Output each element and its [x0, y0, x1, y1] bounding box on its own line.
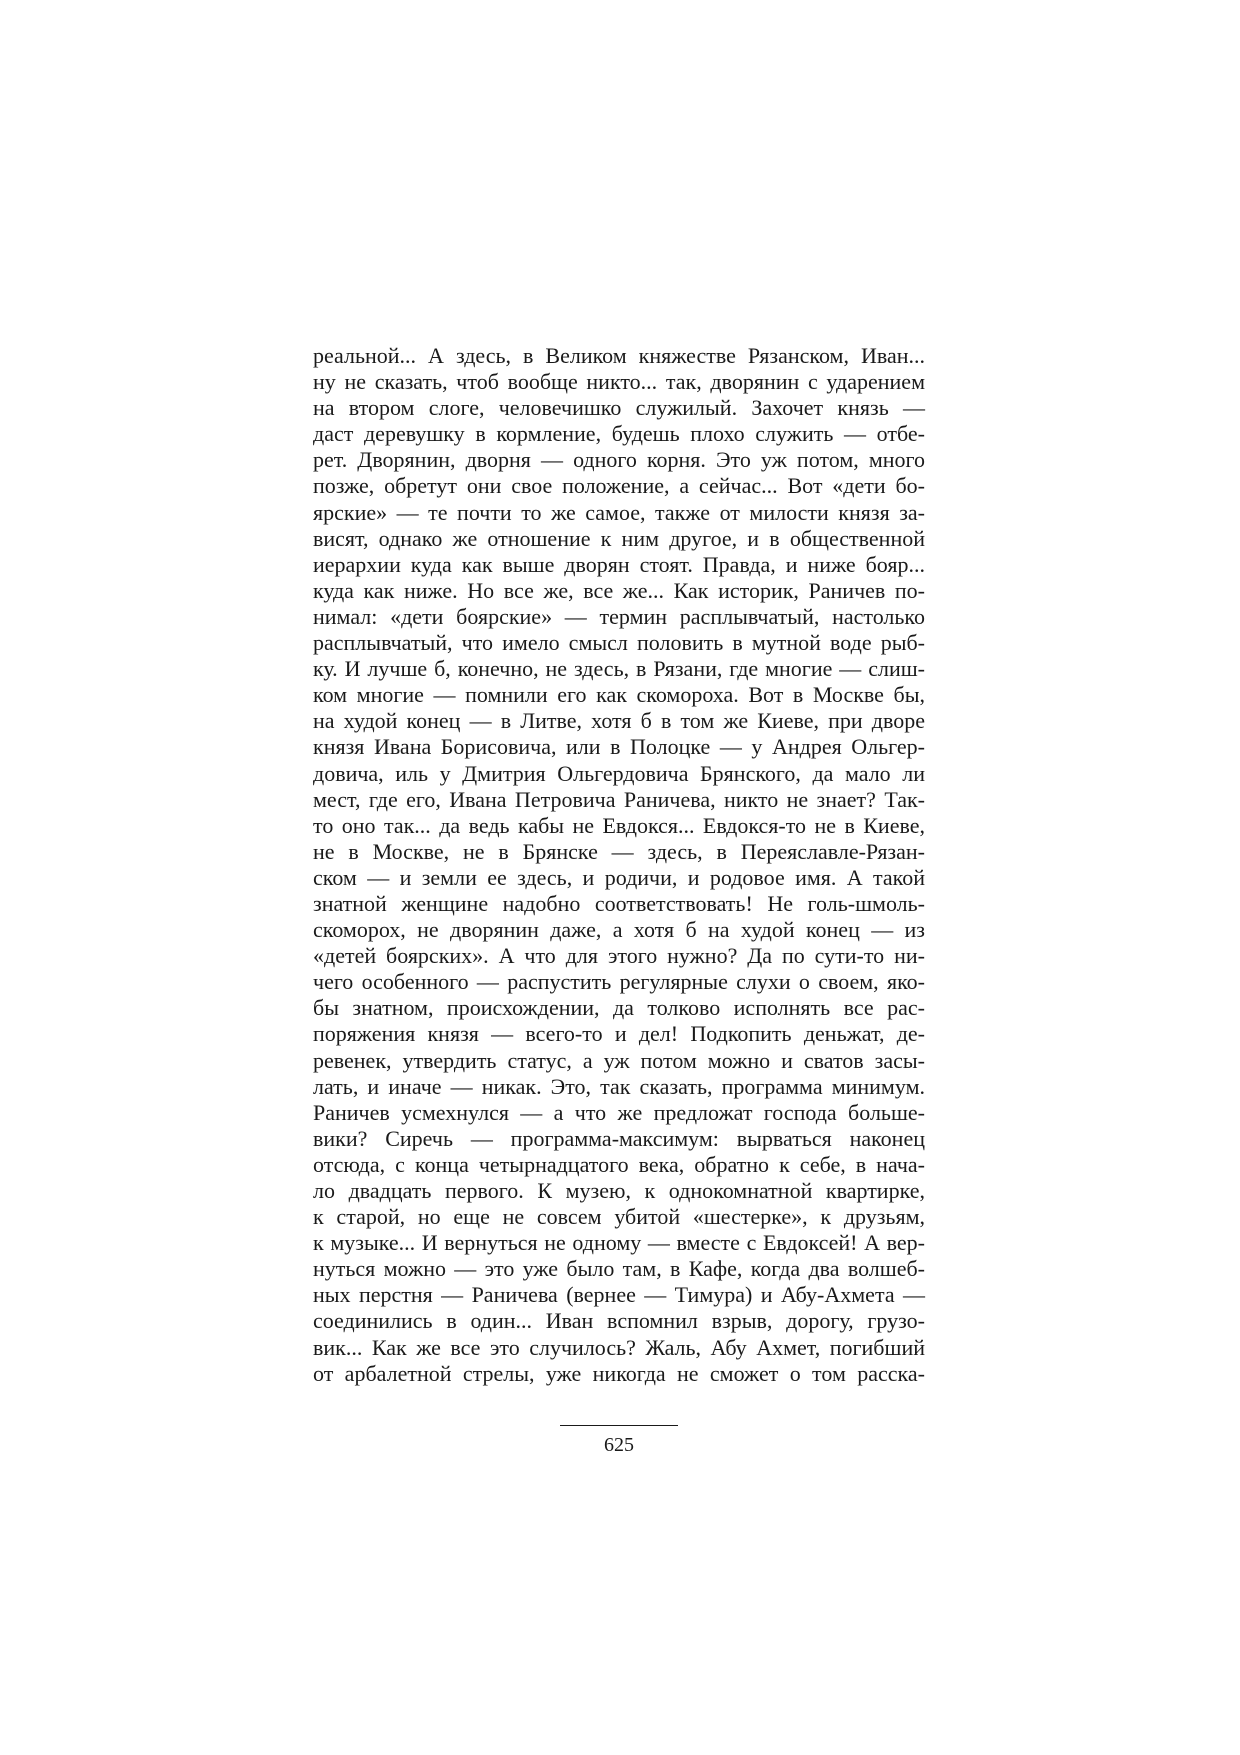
- text-line: вик... Как же все это случилось? Жаль, Абу Ахмет, погибший: [313, 1334, 925, 1360]
- text-line: рет. Дворянин, дворня — одного корня. Это уж потом, много: [313, 447, 925, 473]
- text-line: к старой, но еще не совсем убитой «шестерке», к друзьям,: [313, 1204, 925, 1230]
- text-line: на худой конец — в Литве, хотя б в том же Киеве, при дворе: [313, 708, 925, 734]
- text-line: даст деревушку в кормление, будешь плохо служить — отбе-: [313, 421, 925, 447]
- text-line: ревенек, утвердить статус, а уж потом можно и сватов засы-: [313, 1047, 925, 1073]
- text-line: ных перстня — Раничева (вернее — Тимура) и Абу-Ахмета —: [313, 1282, 925, 1308]
- text-line: нимал: «дети боярские» — термин расплывчатый, настолько: [313, 603, 925, 629]
- text-line: бы знатном, происхождении, да толково исполнять все рас-: [313, 995, 925, 1021]
- text-line: ском — и земли ее здесь, и родичи, и родовое имя. А такой: [313, 864, 925, 890]
- text-line: соединились в один... Иван вспомнил взрыв, дорогу, грузо-: [313, 1308, 925, 1334]
- text-line: ку. И лучше б, конечно, не здесь, в Рязани, где многие — слиш-: [313, 656, 925, 682]
- text-line: ло двадцать первого. К музею, к однокомнатной квартирке,: [313, 1178, 925, 1203]
- text-line: иерархии куда как выше дворян стоят. Правда, и ниже бояр...: [313, 551, 925, 577]
- text-line: скоморох, не дворянин даже, а хотя б на худой конец — из: [313, 917, 925, 943]
- page-number: 625: [604, 1434, 634, 1456]
- body-text: [313, 343, 925, 1387]
- text-line: «детей боярских». А что для этого нужно? Да по сути-то ни-: [313, 943, 925, 969]
- text-line: к музыке... И вернуться не одному — вместе с Евдоксей! А вер-: [313, 1230, 925, 1256]
- text-line: ярские» — те почти то же самое, также от милости князя за-: [313, 499, 925, 525]
- text-line: от арбалетной стрелы, уже никогда не сможет о том расска-: [313, 1360, 925, 1386]
- text-line: куда как ниже. Но все же, все же... Как историк, Раничев по-: [313, 577, 925, 603]
- text-line: реальной... А здесь, в Великом княжестве Рязанском, Иван...: [313, 343, 925, 368]
- text-line: отсюда, с конца четырнадцатого века, обратно к себе, в нача-: [313, 1151, 925, 1177]
- text-line: вики? Сиречь — программа-максимум: вырваться наконец: [313, 1125, 925, 1151]
- text-line: на втором слоге, человечишко служилый. Захочет князь —: [313, 395, 925, 421]
- text-line: чего особенного — распустить регулярные слухи о своем, яко-: [313, 969, 925, 995]
- text-line: то оно так... да ведь кабы не Евдокся... Евдокся-то не в Киеве,: [313, 812, 925, 838]
- text-line: Раничев усмехнулся — а что же предложат господа больше-: [313, 1099, 925, 1125]
- text-line: мест, где его, Ивана Петровича Раничева, никто не знает? Так-: [313, 786, 925, 812]
- text-line: ну не сказать, чтоб вообще никто... так, дворянин с ударением: [313, 369, 925, 395]
- text-line: лать, и иначе — никак. Это, так сказать, программа минимум.: [313, 1073, 925, 1099]
- text-line: не в Москве, не в Брянске — здесь, в Переяславле-Рязан-: [313, 838, 925, 864]
- text-line: князя Ивана Борисовича, или в Полоцке — у Андрея Ольгер-: [313, 734, 925, 760]
- text-line: ком многие — помнили его как скомороха. Вот в Москве бы,: [313, 682, 925, 708]
- text-line: позже, обретут они свое положение, а сейчас... Вот «дети бо-: [313, 473, 925, 499]
- text-line: нуться можно — это уже было там, в Кафе, когда два волшеб-: [313, 1256, 925, 1282]
- text-line: расплывчатый, что имело смысл половить в мутной воде рыб-: [313, 630, 925, 656]
- text-line: поряжения князя — всего-то и дел! Подкопить деньжат, де-: [313, 1021, 925, 1047]
- text-line: довича, иль у Дмитрия Ольгердовича Брянского, да мало ли: [313, 760, 925, 786]
- footer-rule: [560, 1425, 678, 1426]
- text-line: знатной женщине надобно соответствовать! Не голь-шмоль-: [313, 890, 925, 916]
- text-line: висят, однако же отношение к ним другое, и в общественной: [313, 525, 925, 551]
